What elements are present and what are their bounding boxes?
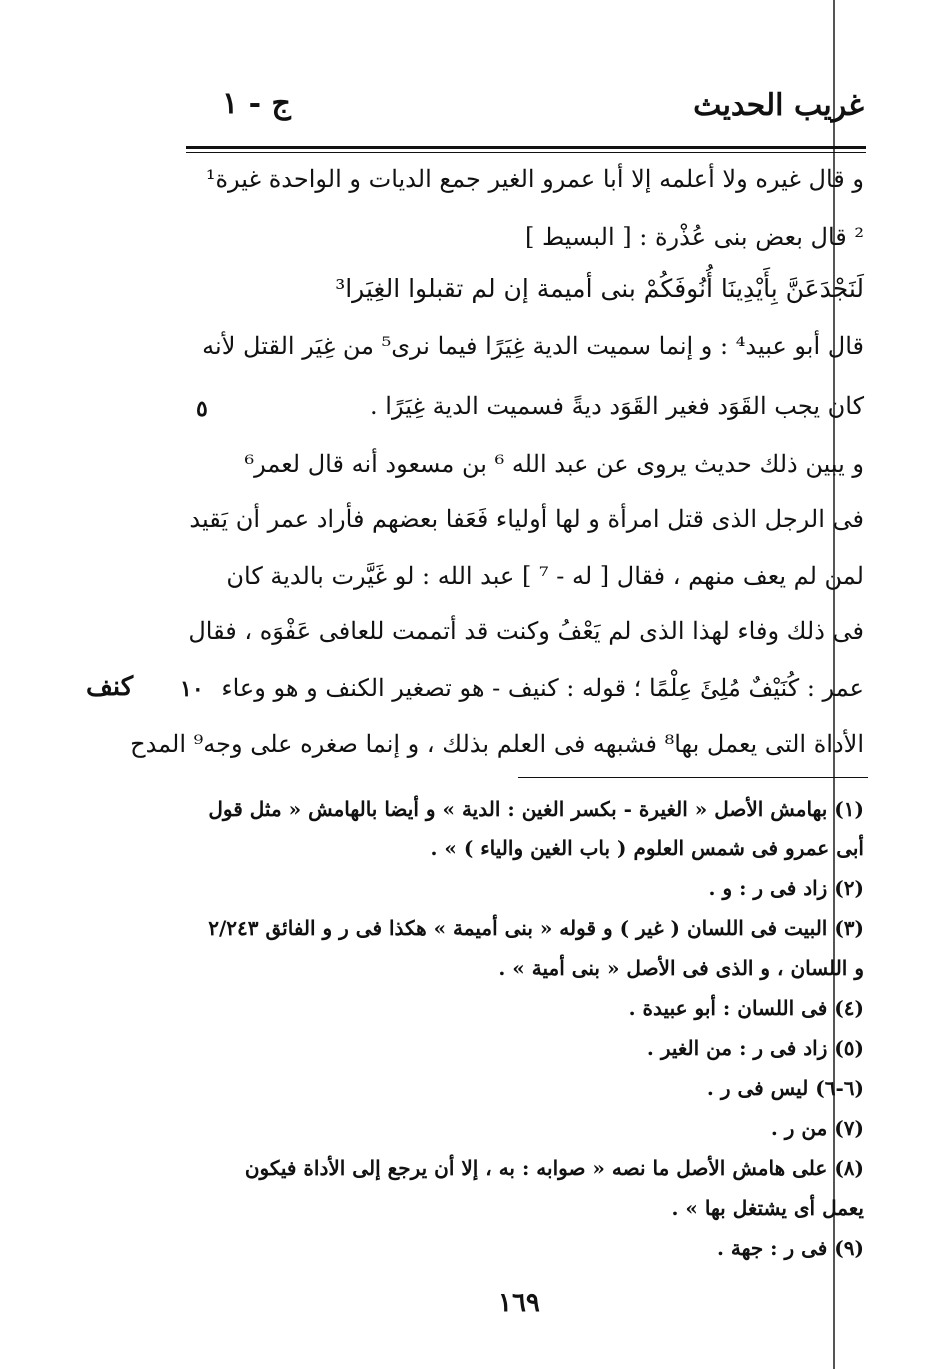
- footnote-line: (٥) زاد فى ر : من الغير .: [646, 1036, 864, 1060]
- running-head-volume: ج - ١: [222, 86, 291, 121]
- body-line: ² قال بعض بنى عُذْرة : [ البسيط ]: [524, 223, 864, 251]
- footnote-rule: [518, 777, 868, 778]
- header-rule-thin: [186, 152, 866, 153]
- line-number: ٥: [196, 396, 208, 422]
- footnote-line: يعمل أى يشتغل بها » .: [671, 1196, 864, 1220]
- body-line: كان يجب القَوَد فغير القَوَد ديةً فسميت الدية غِيَرًا .: [370, 392, 864, 420]
- body-line: عمر : كُنَيْفٌ مُلِئَ عِلْمًا ؛ قوله : كنيف - هو تصغير الكنف و هو وعاء: [221, 674, 864, 702]
- footnote-line: (٦-٦) ليس فى ر .: [706, 1076, 864, 1100]
- body-line: قال أبو عبيد⁴ : و إنما سميت الدية غِيَرًا فيما نرى⁵ من غِيَر القتل لأنه: [202, 332, 864, 360]
- footnote-line: (٣) البيت فى اللسان ( غير ) و قوله « بنى أميمة » هكذا فى ر و الفائق ٢/٢٤٣: [208, 916, 864, 940]
- body-line: فى ذلك وفاء لهذا الذى لم يَعْفُ وكنت قد أتممت للعافى عَفْوَه ، فقال: [188, 617, 864, 645]
- margin-keyword: كنف: [86, 672, 134, 702]
- body-line: فى الرجل الذى قتل امرأة و لها أولياء فَعَفا بعضهم فأراد عمر أن يَقيد: [189, 505, 864, 533]
- running-head-title: غريب الحديث: [693, 88, 864, 123]
- footnote-line: (٢) زاد فى ر : و .: [708, 876, 864, 900]
- footnote-line: أبى عمرو فى شمس العلوم ( باب الغين والياء ) » .: [430, 836, 864, 860]
- footnote-line: (٤) فى اللسان : أبو عبيدة .: [628, 996, 864, 1020]
- page-number: ١٦٩: [498, 1288, 540, 1318]
- header-rule: [186, 146, 866, 149]
- footnote-line: (٧) من ر .: [770, 1116, 864, 1140]
- footnote-line: (١) بهامش الأصل « الغيرة - بكسر الغين : الدية » و أيضا بالهامش « مثل قول: [208, 797, 864, 821]
- body-line: و قال غيره ولا أعلمه إلا أبا عمرو الغير جمع الديات و الواحدة غيرة¹: [205, 165, 864, 193]
- footnote-line: (٨) على هامش الأصل ما نصه « صوابه : به ، إلا أن يرجع إلى الأداة فيكون: [244, 1156, 864, 1180]
- footnote-line: (٩) فى ر : جهة .: [716, 1236, 864, 1260]
- poem-verse: لَنَجْدَعَنَّ بِأَيْدِينَا أُنُوفَكُمْ بنى أميمة إن لم تقبلوا الغِيَرا³: [335, 274, 864, 303]
- body-line: الأداة التى يعمل بها⁸ فشبهه فى العلم بذلك ، و إنما صغره على وجه⁹ المدح: [130, 730, 864, 758]
- footnote-line: و اللسان ، و الذى فى الأصل « بنى أمية » .: [498, 956, 864, 980]
- body-line: لمن لم يعف منهم ، فقال [ له - ⁷ ] عبد الله : لو غَيَّرت بالدية كان: [226, 562, 864, 590]
- body-line: و يبين ذلك حديث يروى عن عبد الله ⁶ بن مسعود أنه قال لعمر⁶: [244, 450, 864, 478]
- line-number: ١٠: [180, 676, 204, 702]
